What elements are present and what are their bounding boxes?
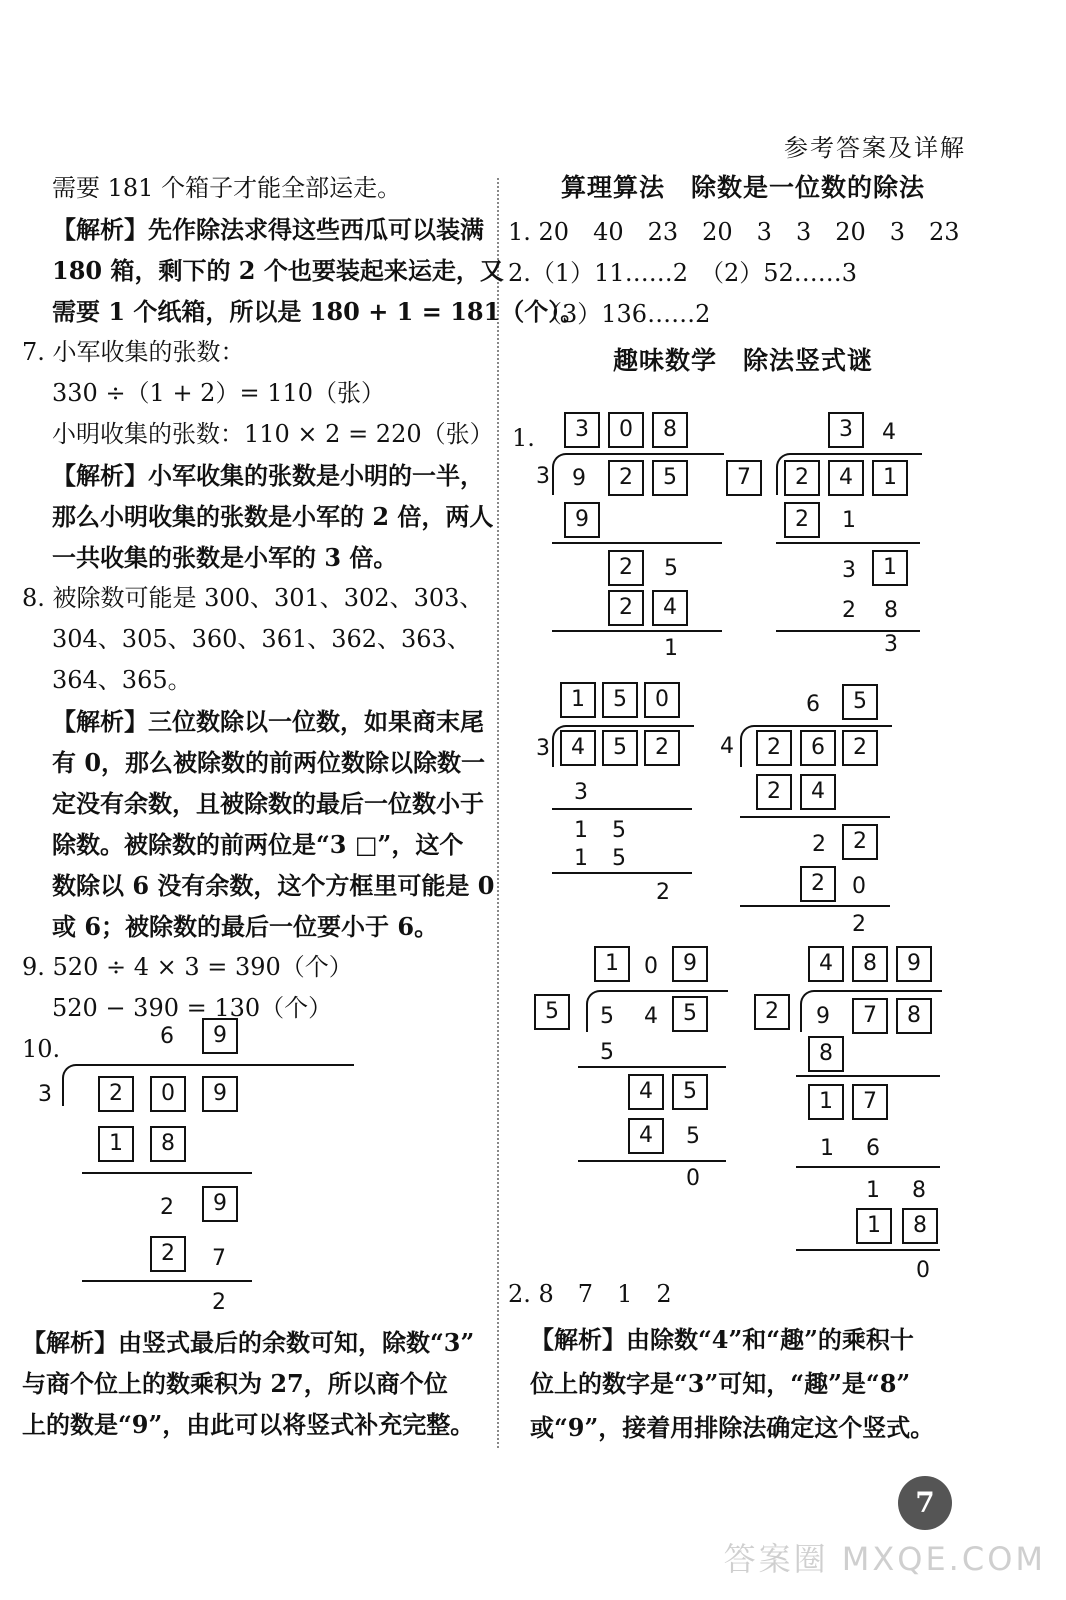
analysis-line: 上的数是“9”，由此可以将竖式补充完整。 <box>22 1410 475 1439</box>
digit-box: 1 <box>856 1208 892 1244</box>
digit: 6 <box>866 1136 880 1161</box>
digit-box: 2 <box>644 730 680 766</box>
left-text-line: 364、365。 <box>52 666 192 694</box>
digit-box: 2 <box>150 1236 186 1272</box>
subtraction-line <box>740 905 890 907</box>
left-bottom-analysis <box>22 1322 492 1445</box>
digit-box: 1 <box>594 946 630 982</box>
digit-box: 7 <box>852 1084 888 1120</box>
digit-box: 2 <box>784 460 820 496</box>
digit-box: 5 <box>672 996 708 1032</box>
digit-box: 3 <box>564 412 600 448</box>
digit: 2 <box>160 1195 174 1220</box>
answer-puzzle-2: 2. 8 7 1 2 <box>508 1280 672 1308</box>
digit: 9 <box>572 466 586 491</box>
left-text-line: 有 0，那么被除数的前两位数除以除数一 <box>52 748 486 777</box>
digit: 4 <box>644 1004 658 1029</box>
digit-box: 6 <box>800 730 836 766</box>
left-text-line: 7. 小军收集的张数： <box>22 338 245 366</box>
digit-box: 4 <box>560 730 596 766</box>
left-text-line: 需要 181 个箱子才能全部运走。 <box>52 174 402 202</box>
left-text-line: 330 ÷（1 + 2）= 110（张） <box>52 379 385 407</box>
subtraction-line <box>82 1280 252 1282</box>
digit-box: 2 <box>784 502 820 538</box>
digit-box: 1 <box>872 460 908 496</box>
answer-q1: 1. 20 40 23 20 3 3 20 3 23 <box>508 218 960 246</box>
digit-box: 9 <box>896 946 932 982</box>
digit: 9 <box>816 1004 830 1029</box>
digit: 6 <box>160 1024 174 1049</box>
digit-box: 2 <box>842 824 878 860</box>
right-column <box>508 168 978 381</box>
digit-box: 5 <box>672 1074 708 1110</box>
subtraction-line <box>578 1066 726 1068</box>
digit: 1 <box>820 1136 834 1161</box>
digit-box: 8 <box>902 1208 938 1244</box>
left-text-line: 定没有余数，且被除数的最后一位数小于 <box>52 789 484 818</box>
digit: 8 <box>884 598 898 623</box>
digit-box: 7 <box>852 998 888 1034</box>
digit-box: 4 <box>628 1118 664 1154</box>
digit-box: 4 <box>800 774 836 810</box>
analysis-line: 位上的数字是“3”可知，“趣”是“8” <box>530 1369 911 1398</box>
digit: 3 <box>38 1082 52 1107</box>
digit: 5 <box>600 1040 614 1065</box>
digit-box: 9 <box>202 1186 238 1222</box>
digit-box: 1 <box>98 1126 134 1162</box>
answer-q2a: 2.（1）11……2 （2）52……3 <box>508 259 858 287</box>
digit-box: 8 <box>652 412 688 448</box>
digit: 3 <box>536 464 550 489</box>
subtraction-line <box>552 808 692 810</box>
digit: 0 <box>686 1166 700 1191</box>
digit: 3 <box>574 780 588 805</box>
subtraction-line <box>740 816 890 818</box>
digit-box: 2 <box>98 1076 134 1112</box>
digit-box: 8 <box>852 946 888 982</box>
digit: 1 <box>842 508 856 533</box>
section-title-division: 算理算法 除数是一位数的除法 <box>560 173 925 202</box>
digit-box: 1 <box>808 1084 844 1120</box>
left-text-line: 小明收集的张数：110 × 2 = 220（张） <box>52 420 494 448</box>
page-header: 参考答案及详解 <box>784 134 966 162</box>
analysis-line: 或“9”，接着用排除法确定这个竖式。 <box>530 1413 935 1442</box>
digit: 5 <box>686 1124 700 1149</box>
digit: 2 <box>656 880 670 905</box>
digit: 5 <box>664 556 678 581</box>
digit-box: 2 <box>608 460 644 496</box>
digit-box: 4 <box>628 1074 664 1110</box>
digit-box: 8 <box>150 1126 186 1162</box>
column-divider <box>497 178 499 1448</box>
digit: 6 <box>806 692 820 717</box>
left-text-line: 除数。被除数的前两位是“3 □”，这个 <box>52 830 464 859</box>
digit: 3 <box>842 558 856 583</box>
digit-box: 9 <box>202 1018 238 1054</box>
subtraction-line <box>552 872 692 874</box>
digit-box: 2 <box>842 730 878 766</box>
digit-box: 2 <box>800 866 836 902</box>
left-text-line: 8. 被除数可能是 300、301、302、303、 <box>22 584 484 612</box>
digit: 0 <box>916 1258 930 1283</box>
subtraction-line <box>776 630 920 632</box>
subtraction-line <box>796 1249 940 1251</box>
subtraction-line <box>796 1166 940 1168</box>
digit: 1 <box>664 636 678 661</box>
digit: 5 <box>612 846 626 871</box>
digit: 2 <box>842 598 856 623</box>
digit: 5 <box>600 1004 614 1029</box>
digit-box: 2 <box>756 774 792 810</box>
digit-box: 8 <box>896 998 932 1034</box>
digit-box: 1 <box>560 682 596 718</box>
digit-box: 7 <box>726 460 762 496</box>
right-analysis <box>530 1318 980 1450</box>
left-text-line: 【解析】三位数除以一位数，如果商末尾 <box>52 707 484 736</box>
left-text-line: 520 − 390 = 130（个） <box>52 994 333 1022</box>
left-text-line: 需要 1 个纸箱，所以是 180 + 1 = 181（个）。 <box>52 297 585 326</box>
digit: 0 <box>852 874 866 899</box>
analysis-line: 【解析】由除数“4”和“趣”的乘积十 <box>530 1325 914 1354</box>
digit-box: 2 <box>756 730 792 766</box>
digit-box: 9 <box>672 946 708 982</box>
digit: 7 <box>212 1246 226 1271</box>
left-text-line: 或 6；被除数的最后一位要小于 6。 <box>52 912 439 941</box>
subtraction-line <box>82 1172 252 1174</box>
digit-box: 9 <box>564 502 600 538</box>
subtraction-line <box>578 1160 726 1162</box>
left-text-line: 【解析】先作除法求得这些西瓜可以装满 <box>52 215 484 244</box>
digit-box: 3 <box>828 412 864 448</box>
digit-box: 0 <box>608 412 644 448</box>
digit: 3 <box>884 632 898 657</box>
digit-box: 1 <box>872 550 908 586</box>
digit-box: 4 <box>652 590 688 626</box>
digit-box: 9 <box>202 1076 238 1112</box>
digit-box: 4 <box>828 460 864 496</box>
watermark: 答案圈 MXQE.COM <box>723 1540 1046 1578</box>
digit: 3 <box>536 736 550 761</box>
left-text-line: 304、305、360、361、362、363、 <box>52 625 471 653</box>
left-text-line: 180 箱，剩下的 2 个也要装起来运走，又 <box>52 256 504 285</box>
digit: 1 <box>866 1178 880 1203</box>
digit: 0 <box>644 954 658 979</box>
left-text-line: 9. 520 ÷ 4 × 3 = 390（个） <box>22 953 353 981</box>
subtraction-line <box>776 542 920 544</box>
digit-box: 5 <box>652 460 688 496</box>
digit-box: 2 <box>608 590 644 626</box>
digit-box: 5 <box>602 682 638 718</box>
puzzle-label-1: 1. <box>512 424 535 452</box>
answer-q2b: （3）136……2 <box>538 300 711 328</box>
digit-box: 5 <box>602 730 638 766</box>
digit: 4 <box>720 734 734 759</box>
left-text-line: 【解析】小军收集的张数是小明的一半， <box>52 461 484 490</box>
digit: 1 <box>574 818 588 843</box>
digit-box: 2 <box>754 994 790 1030</box>
subtraction-line <box>796 1075 940 1077</box>
digit-box: 0 <box>150 1076 186 1112</box>
section-title-puzzle: 趣味数学 除法竖式谜 <box>612 346 873 375</box>
digit: 2 <box>852 912 866 937</box>
digit: 1 <box>574 846 588 871</box>
digit-box: 5 <box>534 994 570 1030</box>
digit-box: 2 <box>608 550 644 586</box>
digit: 5 <box>612 818 626 843</box>
analysis-line: 与商个位上的数乘积为 27，所以商个位 <box>22 1369 448 1398</box>
subtraction-line <box>552 630 722 632</box>
digit: 2 <box>812 832 826 857</box>
left-text-line: 数除以 6 没有余数，这个方框里可能是 0 <box>52 871 495 900</box>
left-text-line: 10. <box>22 1035 61 1063</box>
left-text-line: 一共收集的张数是小军的 3 倍。 <box>52 543 398 572</box>
left-text-line: 那么小明收集的张数是小军的 2 倍，两人 <box>52 502 494 531</box>
left-column <box>22 168 585 1070</box>
digit: 4 <box>882 420 896 445</box>
digit: 8 <box>912 1178 926 1203</box>
digit-box: 0 <box>644 682 680 718</box>
digit-box: 4 <box>808 946 844 982</box>
analysis-line: 【解析】由竖式最后的余数可知，除数“3” <box>22 1328 475 1357</box>
digit-box: 5 <box>842 684 878 720</box>
page-number: 7 <box>898 1476 952 1530</box>
subtraction-line <box>552 542 722 544</box>
digit-box: 8 <box>808 1036 844 1072</box>
digit: 2 <box>212 1290 226 1315</box>
